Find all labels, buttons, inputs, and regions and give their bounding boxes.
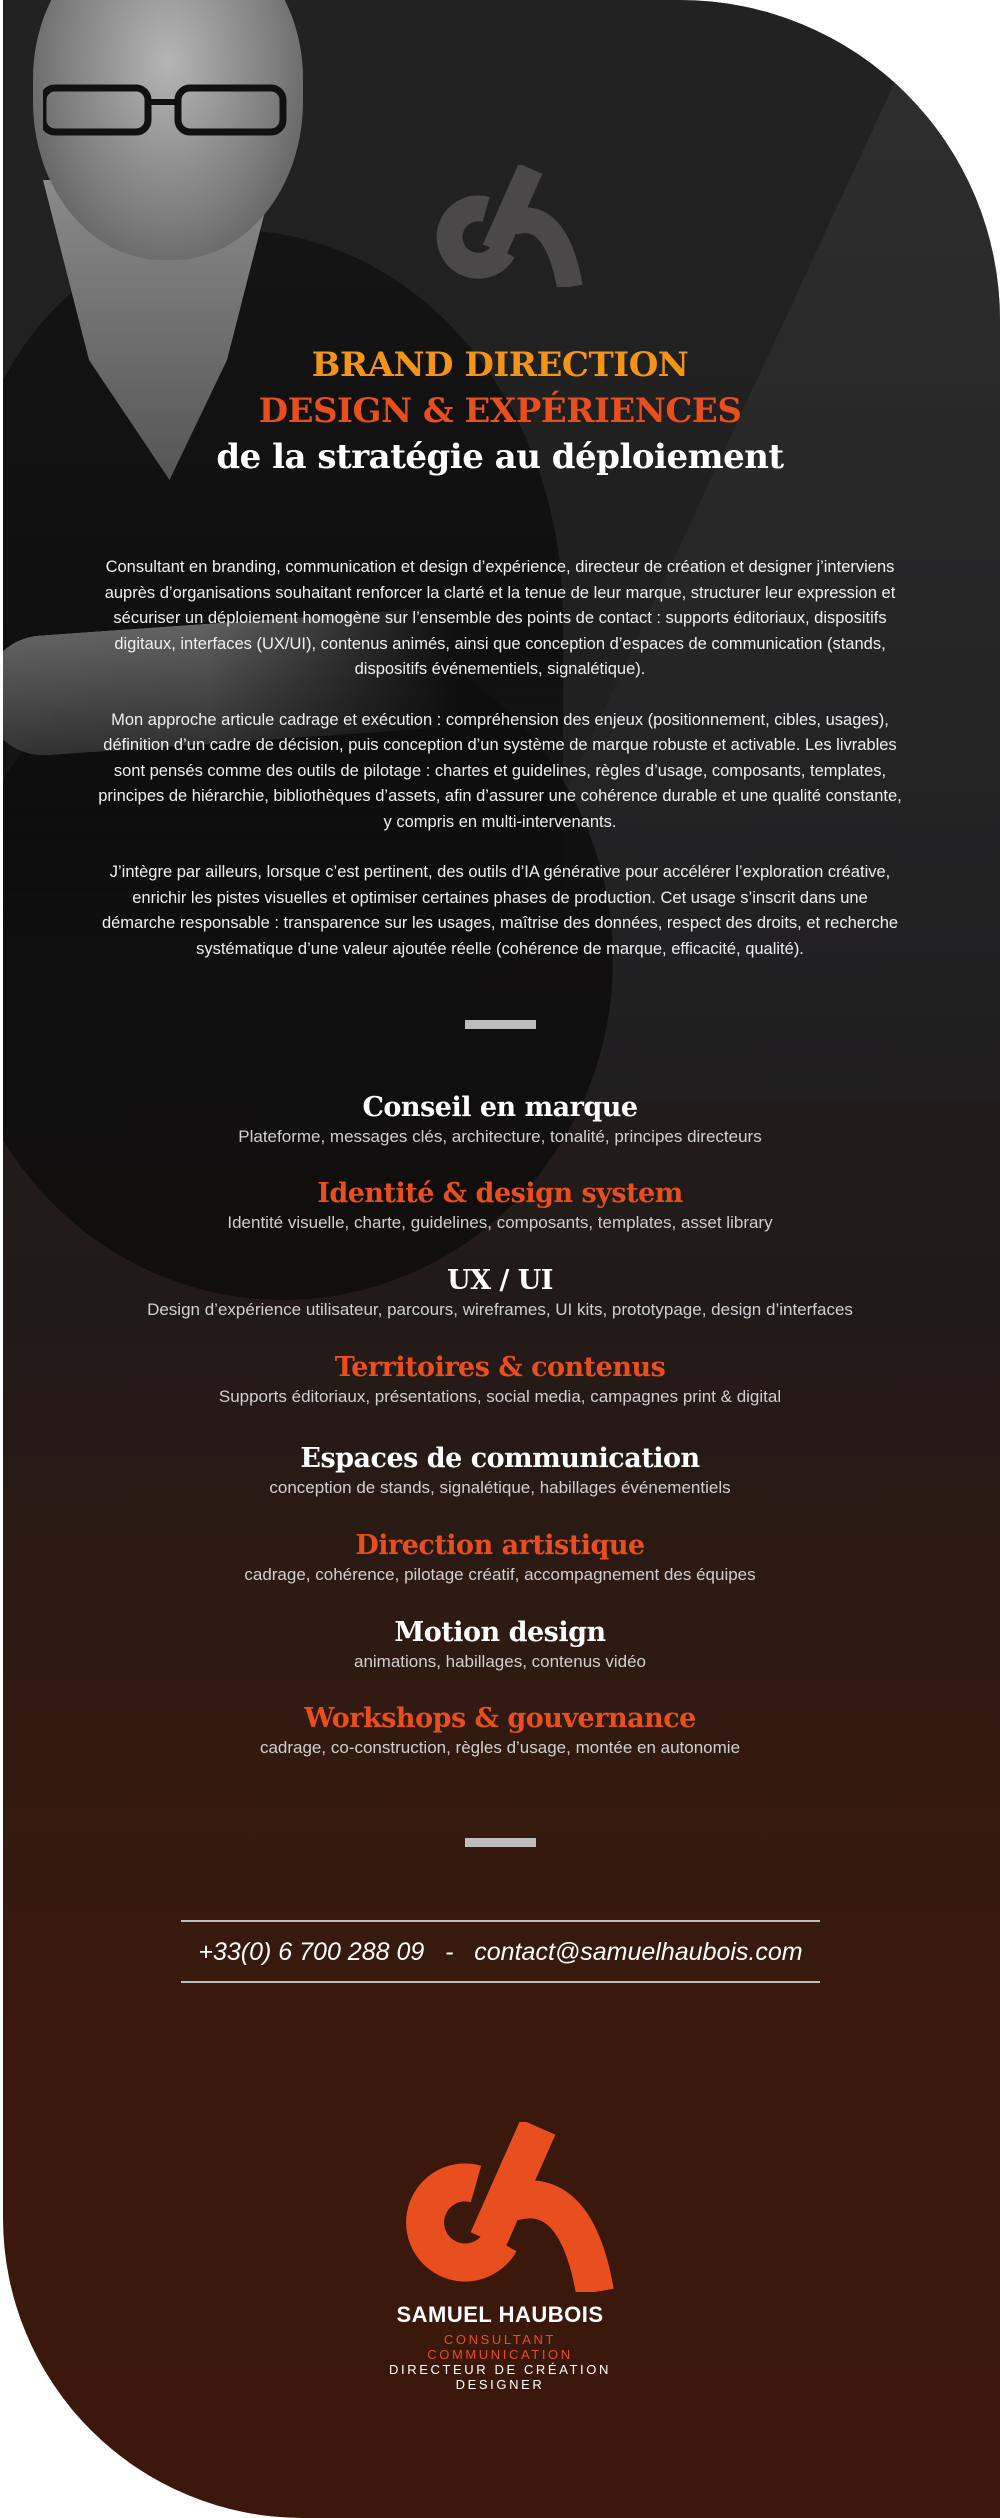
service-description: cadrage, co-construction, règles d’usage, montée en autonomie — [259, 1738, 741, 1757]
hero-line-3: de la stratégie au déploiement — [216, 437, 784, 477]
email-link[interactable]: contact@samuelhaubois.com — [474, 1938, 803, 1966]
ch-monogram-icon — [388, 2122, 614, 2292]
hero-line-1: BRAND DIRECTION — [311, 345, 689, 385]
service-item — [0, 1442, 1000, 1500]
contact-rule-top — [181, 1920, 820, 1922]
phone-link[interactable]: +33(0) 6 700 288 09 — [198, 1938, 425, 1966]
brand-role: CONSULTANT — [443, 2332, 557, 2347]
service-title: Motion design — [394, 1617, 606, 1648]
brand-role: COMMUNICATION — [427, 2347, 573, 2362]
service-title: Direction artistique — [355, 1530, 645, 1561]
service-description: Plateforme, messages clés, architecture, tonalité, principes directeurs — [238, 1127, 762, 1146]
service-title: Espaces de communication — [300, 1443, 700, 1474]
service-item — [0, 1529, 1000, 1587]
ch-watermark-icon — [423, 165, 585, 287]
brand-name: SAMUEL HAUBOIS — [396, 2302, 604, 2327]
brand-role: DESIGNER — [455, 2377, 545, 2392]
contact-separator: - — [445, 1938, 454, 1966]
service-item — [0, 1177, 1000, 1235]
divider-bar — [465, 1020, 536, 1029]
service-title: Conseil en marque — [362, 1092, 638, 1123]
service-description: conception de stands, signalétique, habillages événementiels — [269, 1478, 731, 1497]
intro-text — [95, 555, 905, 987]
service-description: Supports éditoriaux, présentations, social media, campagnes print & digital — [218, 1387, 782, 1406]
service-item — [0, 1091, 1000, 1149]
hero-line-2: DESIGN & EXPÉRIENCES — [258, 391, 742, 431]
service-title: UX / UI — [447, 1265, 553, 1296]
service-title: Workshops & gouvernance — [304, 1703, 696, 1734]
service-item — [0, 1702, 1000, 1760]
contact-rule-bottom — [181, 1981, 820, 1983]
divider-bar — [465, 1838, 536, 1847]
intro-paragraph: Consultant en branding, communication et design d’expérience, directeur de création et designer j’interviens auprès d’organisations souhaitant renforcer la clarté et la tenue de leur marque, structurer leur expression et sécuriser un déploiement homogène sur l’ensemble des points de contact : supports éditoriaux, dispositifs digitaux, interfaces (UX/UI), contenus animés, ainsi que conception d’espaces de communication (stands, dispositifs événementiels, signalétique). — [104, 558, 896, 678]
hero-heading — [0, 342, 1000, 480]
service-title: Territoires & contenus — [334, 1352, 666, 1383]
service-item — [0, 1616, 1000, 1674]
service-description: Identité visuelle, charte, guidelines, composants, templates, asset library — [227, 1213, 773, 1232]
service-description: animations, habillages, contenus vidéo — [353, 1652, 647, 1671]
intro-paragraph: J’intègre par ailleurs, lorsque c’est pertinent, des outils d’IA générative pour accélérer l’exploration créative, enrichir les pistes visuelles et optimiser certaines phases de production. Cet usage s’inscrit dans une démarche responsable : transparence sur les usages, maîtrise des données, respect des droits, et recherche systématique d’une valeur ajoutée réelle (cohérence de marque, efficacité, qualité). — [101, 863, 899, 958]
service-title: Identité & design system — [317, 1178, 683, 1209]
service-description: Design d’expérience utilisateur, parcours, wireframes, UI kits, prototypage, design d’interfaces — [147, 1300, 853, 1319]
brand-block — [0, 2302, 1000, 2392]
brand-role: DIRECTEUR DE CRÉATION — [389, 2362, 611, 2377]
service-description: cadrage, cohérence, pilotage créatif, accompagnement des équipes — [244, 1565, 756, 1584]
intro-paragraph: Mon approche articule cadrage et exécution : compréhension des enjeux (positionnement, cibles, usages), définition d’un cadre de décision, puis conception d’un système de marque robuste et activable. Les livrables sont pensés comme des outils de pilotage : chartes et guidelines, règles d’usage, composants, templates, principes de hiérarchie, bibliothèques d’assets, afin d’assurer une cohérence durable et une qualité constante, y compris en multi-intervenants. — [98, 710, 902, 831]
service-item — [0, 1264, 1000, 1322]
service-item — [0, 1351, 1000, 1409]
glasses-icon — [43, 80, 293, 140]
contact-line — [181, 1934, 820, 1970]
